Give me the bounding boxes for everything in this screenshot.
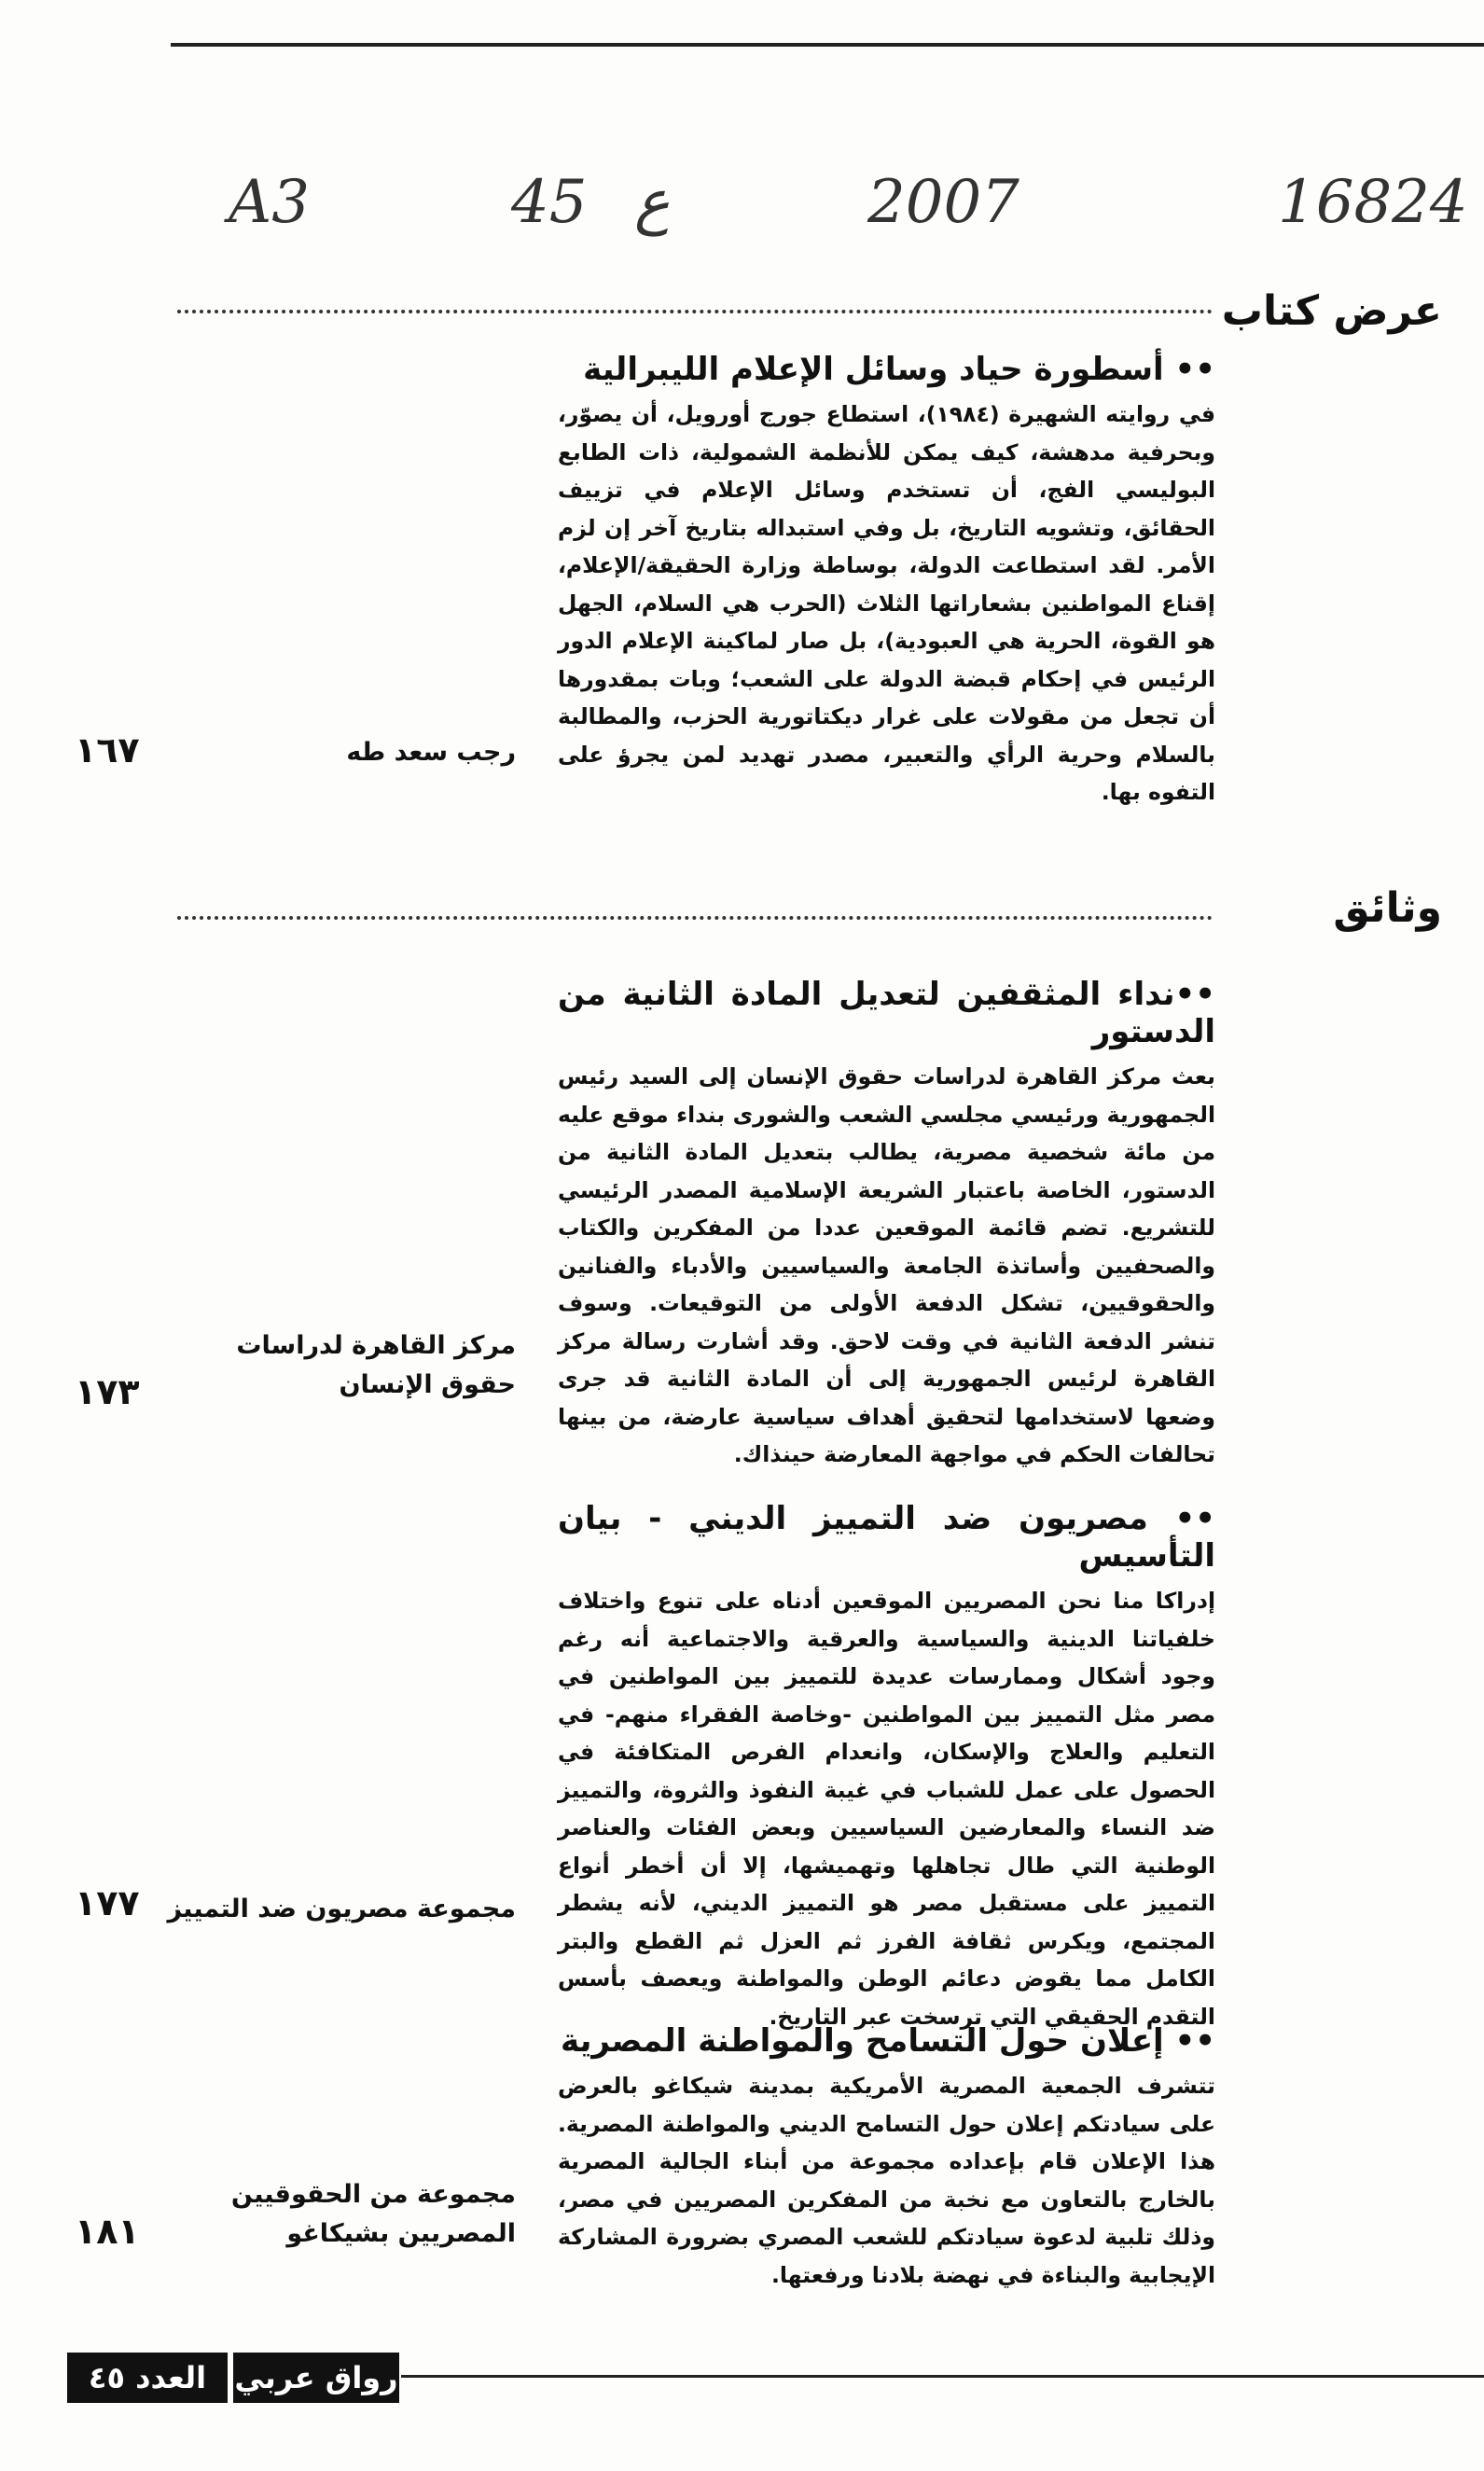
section-title-documents: وثائق [1333,884,1442,932]
article-block [558,976,1215,1474]
article-title: •• أسطورة حياد وسائل الإعلام الليبرالية [583,351,1215,388]
article-body: في روايته الشهيرة (١٩٨٤)، استطاع جورج أورويل، أن يصوّر، وبحرفية مدهشة، كيف يمكن للأنظمة الشمولية، ذات الطابع البوليسي الفج، أن تستخدم وسائل الإعلام في تزييف الحقائق، وتشويه التاريخ، بل وفي استبداله بتاريخ آخر إن لزم الأمر. لقد استطاعت الدولة، بوساطة وزارة الحقيقة/الإعلام، إقناع المواطنين بشعاراتها الثلاث (الحرب هي السلام، الجهل هو القوة، الحرية هي العبودية)، بل صار لماكينة الإعلام الدور الرئيس في إحكام قبضة الدولة على الشعب؛ وبات بمقدورها أن تجعل من مقولات على غرار ديكتاتورية الحزب، والمطالبة بالسلام وحرية الرأي والتعبير، مصدر تهديد لمن يجرؤ على التفوه بها. [558,401,1215,805]
footer-issue-box: العدد ٤٥ [67,2353,228,2403]
article-block [558,1500,1215,2035]
handwritten-note-d: 2007 [867,168,1019,237]
article-author: مجموعة مصريون ضد التمييز [167,1895,516,1923]
article-body: بعث مركز القاهرة لدراسات حقوق الإنسان إلى السيد رئيس الجمهورية ورئيسي مجلسي الشعب والشورى بنداء موقع عليه من مائة شخصية مصرية، يطالب بتعديل المادة الثانية من الدستور، الخاصة باعتبار الشريعة الإسلامية المصدر الرئيسي للتشريع. تضم قائمة الموقعين عددا من المفكرين والكتاب والصحفيين وأساتذة الجامعة والسياسيين والأدباء والفنانين والحقوقيين، تشكل الدفعة الأولى من التوقيعات. وسوف تنشر الدفعة الثانية في وقت لاحق. وقد أشارت رسالة مركز القاهرة لرئيس الجمهورية إلى أن المادة الثانية قد جرى وضعها لاستخدامها لتحقيق أهداف سياسية عارضة، من بينها تحالفات الحكم في مواجهة المعارضة حينذاك. [558,1063,1215,1467]
article-body: تتشرف الجمعية المصرية الأمريكية بمدينة شيكاغو بالعرض على سيادتكم إعلان حول التسامح الديني والمواطنة المصرية. هذا الإعلان قام بإعداده مجموعة من أبناء الجالية المصرية بالخارج بالتعاون مع نخبة من المفكرين المصريين في مصر، وذلك تلبية لدعوة سيادتكم للشعب المصري بضرورة المشاركة الإيجابية والبناءة في نهضة بلادنا ورفعتها. [558,2073,1215,2288]
page-number: ١٨١ [75,2211,140,2252]
section-divider-dots [177,916,1213,920]
page-number: ١٧٣ [75,1371,140,1412]
section-divider-dots [177,310,1213,313]
article-body: إدراكا منا نحن المصريين الموقعين أدناه على تنوع واختلاف خلفياتنا الدينية والسياسية والعرقية والاجتماعية أنه رغم وجود أشكال وممارسات عديدة للتمييز بين المواطنين في مصر مثل التمييز بين المواطنين -وخاصة الفقراء منهم- في التعليم والعلاج والإسكان، وانعدام الفرص المتكافئة في الحصول على عمل للشباب في غيبة النفوذ والثروة، والتمييز ضد النساء والمعارضين السياسيين وبعض الفئات والعناصر الوطنية التي طال تجاهلها وتهميشها، إلا أن أخطر أنواع التمييز على مستقبل مصر هو التمييز الديني، لأنه يشطر المجتمع، ويكرس ثقافة الفرز ثم العزل ثم القطع والبتر الكامل مما يقوض دعائم الوطن والمواطنة ويعصف بأسس التقدم الحقيقي التي ترسخت عبر التاريخ. [558,1588,1215,2030]
handwritten-note-a: A3 [229,168,310,237]
article-block [558,351,1215,812]
article-block [558,2022,1215,2294]
article-title: ••نداء المثقفين لتعديل المادة الثانية من الدستور [558,976,1215,1050]
article-title: •• إعلان حول التسامح والمواطنة المصرية [561,2022,1215,2060]
top-rule [171,43,1484,47]
footer-rule [401,2375,1484,2378]
handwritten-note-e: 16824 [1278,168,1468,237]
page-number: ١٦٧ [75,729,140,770]
handwritten-note-b: 45 [511,168,588,237]
article-author: مجموعة من الحقوقيين المصريين بشيكاغو [230,2180,516,2248]
article-author: رجب سعد طه [346,738,516,767]
handwritten-note-c: ع [634,168,671,237]
article-author: مركز القاهرة لدراسات حقوق الإنسان [236,1331,516,1399]
page-number: ١٧٧ [75,1882,140,1923]
footer-magazine-box: رواق عربي [233,2353,399,2403]
section-title-book-review: عرض كتاب [1221,287,1442,335]
article-title: •• مصريون ضد التمييز الديني - بيان التأسيس [558,1500,1215,1575]
